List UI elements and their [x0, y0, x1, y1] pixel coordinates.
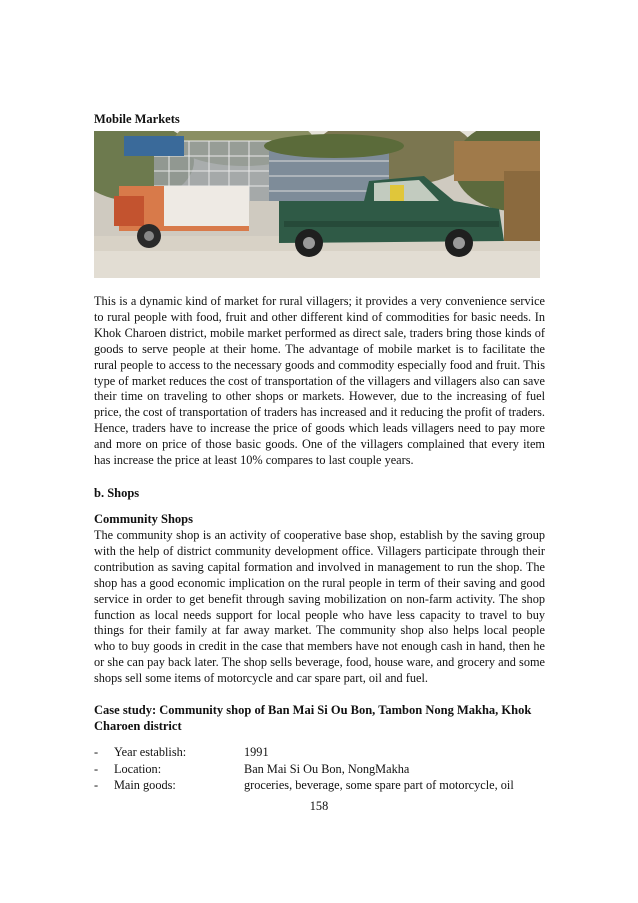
- community-shops-heading: Community Shops: [94, 512, 193, 526]
- mobile-market-photo: [94, 131, 540, 278]
- list-item: - Year establish: 1991: [94, 745, 269, 759]
- list-item-label: Year establish:: [114, 745, 187, 759]
- list-item-value: groceries, beverage, some spare part of motorcycle, oil: [244, 778, 514, 792]
- list-item: - Location: Ban Mai Si Ou Bon, NongMakha: [94, 761, 410, 776]
- case-study-heading: Case study: Community shop of Ban Mai Si Ou Bon, Tambon Nong Makha, Khok Charoen district: [94, 703, 532, 733]
- list-item-value: 1991: [244, 745, 269, 759]
- community-shops-paragraph: The community shop is an activity of cooperative base shop, establish by the saving group with the help of district community development office. Villagers participate through their contribution as saving capital formation and involved in management to run the shop. The shop has a good economic implication on the rural people in term of their saving and good service in order to get benefit through saving mobilization on non-farm activity. The shop function as local needs support for local people who have less capacity to travel to buy things for their family at far away market. The community shop also helps local people who to buy goods in credit in the case that members have not enough cash in hand, then he or she can pay back later. The shop sells beverage, food, house ware, and grocery and some shops sell some items of motorcycle and car spare part, oil and fuel.: [94, 528, 545, 686]
- list-item-label: Main goods:: [114, 778, 176, 792]
- list-item: - Main goods: groceries, beverage, some spare part of motorcycle, oil: [94, 778, 514, 792]
- mobile-markets-paragraph: This is a dynamic kind of market for rural villagers; it provides a very convenience service to rural people with food, fruit and other different kind of commodities for basic needs. In Khok Charoen district, mobile market performed as direct sale, traders bring those kinds of goods to serve people at their home. The advantage of mobile market is to facilitate the rural people to access to the necessary goods and commodity especially food and fruit. This type of market reduces the cost of transportation of the villagers and villagers also can save their time on traveling to other shops or markets. However, due to the increasing of fuel price, the cost of transportation of traders has increased and it reducing the profit of traders. Hence, traders have to increase the price of goods which leads villagers need to pay more and more on price of those basic goods. One of the villagers complained that every item has increase the price at least 10% compares to last couple years.: [94, 294, 545, 468]
- mobile-market-trucks-photo-icon: [94, 131, 540, 278]
- mobile-markets-heading: Mobile Markets: [94, 112, 180, 126]
- shops-heading: b. Shops: [94, 486, 140, 500]
- list-item-label: Location:: [114, 761, 162, 776]
- case-study-list: [94, 744, 545, 794]
- list-item-value: Ban Mai Si Ou Bon, NongMakha: [244, 761, 410, 776]
- page-number: 158: [309, 799, 329, 813]
